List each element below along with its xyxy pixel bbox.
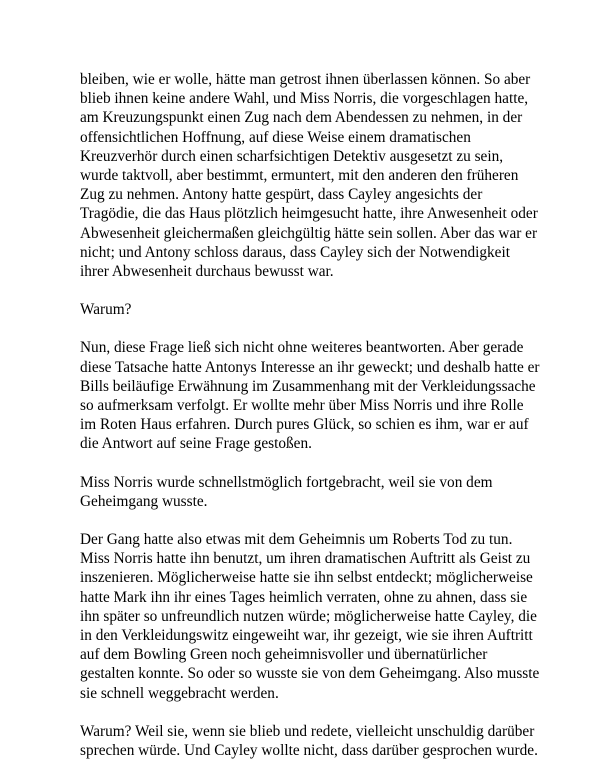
paragraph: Miss Norris wurde schnellstmöglich fortgebracht, weil sie von dem Geheimgang wusste. bbox=[80, 473, 493, 510]
paragraph: Der Gang hatte also etwas mit dem Geheimnis um Roberts Tod zu tun. Miss Norris hatte ihn benutzt, um ihren dramatischen Auftritt als Geist zu inszenieren. Möglicherweise hatte sie ihn selbst entdeckt; möglicherweise hatte Mark ihn ihr eines Tages heimlich verraten, ohne zu ahnen, dass sie ihn später so unfreundlich nutzen würde; möglicherweise hatte Cayley, die in den Verkleidungswitz eingeweiht war, ihr gezeigt, wie sie ihren Auftritt auf dem Bowling Green noch geheimnisvoller und übernatürlicher gestalten konnte. So oder so wusste sie von dem Geheimgang. Also musste sie schnell weggebracht werden. bbox=[80, 531, 540, 702]
document-page bbox=[80, 70, 540, 760]
paragraph: Nun, diese Frage ließ sich nicht ohne weiteres beantworten. Aber gerade diese Tatsache hatte Antonys Interesse an ihr geweckt; und deshalb hatte er Bills beiläufige Erwähnung im Zusammenhang mit der Verkleidungssache so aufmerksam verfolgt. Er wollte mehr über Miss Norris und ihre Rolle im Roten Haus erfahren. Durch pures Glück, so schien es ihm, war er auf die Antwort auf seine Frage gestoßen. bbox=[80, 339, 540, 453]
paragraph: Warum? Weil sie, wenn sie blieb und redete, vielleicht unschuldig darüber sprechen würde. Und Cayley wollte nicht, dass darüber gesprochen wurde. bbox=[80, 722, 538, 760]
paragraph: Warum? bbox=[80, 301, 132, 319]
paragraph: bleiben, wie er wolle, hätte man getrost ihnen überlassen können. So aber blieb ihnen keine andere Wahl, und Miss Norris, die vorgeschlagen hatte, am Kreuzungspunkt einen Zug nach dem Abendessen zu nehmen, in der offensichtlichen Hoffnung, auf diese Weise einem dramatischen Kreuzverhör durch einen scharfsichtigen Detektiv ausgesetzt zu sein, wurde taktvoll, aber bestimmt, ermuntert, mit den anderen den früheren Zug zu nehmen. Antony hatte gespürt, dass Cayley angesichts der Tragödie, die das Haus plötzlich heimgesucht hatte, ihre Anwesenheit oder Abwesenheit gleichermaßen gleichgültig hätte sein sollen. Aber das war er nicht; und Antony schloss daraus, dass Cayley sich der Notwendigkeit ihrer Abwesenheit durchaus bewusst war. bbox=[80, 71, 538, 281]
